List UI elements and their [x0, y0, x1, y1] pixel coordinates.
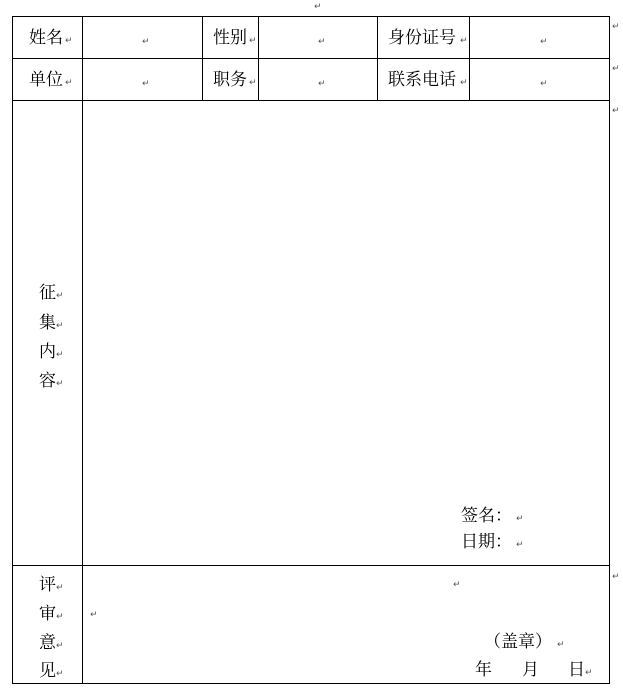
paragraph-mark: ↵ — [56, 669, 64, 679]
paragraph-mark: ↵ — [65, 36, 73, 46]
review-label-char: 评 — [39, 575, 56, 595]
paragraph-mark: ↵ — [56, 350, 64, 360]
paragraph-mark: ↵ — [56, 583, 64, 593]
paragraph-mark: ↵ — [249, 36, 257, 46]
col-divider-4 — [377, 16, 378, 100]
year-label: 年 — [475, 660, 492, 680]
paragraph-mark: ↵ — [56, 641, 64, 651]
paragraph-mark: ↵ — [142, 37, 150, 47]
paragraph-mark: ↵ — [540, 79, 548, 89]
paragraph-mark: ↵ — [460, 78, 468, 88]
unit-label: 单位 — [29, 70, 63, 90]
paragraph-mark: ↵ — [56, 321, 64, 331]
paragraph-mark: ↵ — [142, 79, 150, 89]
content-label-char: 容 — [39, 371, 56, 391]
paragraph-mark: ↵ — [314, 2, 322, 12]
review-label-char: 意 — [39, 633, 56, 653]
border-bottom — [12, 683, 610, 684]
phone-label: 联系电话 — [388, 70, 456, 90]
paragraph-mark: ↵ — [318, 79, 326, 89]
paragraph-mark: ↵ — [612, 64, 620, 74]
date-label: 日期： — [461, 532, 512, 552]
border-left — [12, 16, 13, 684]
id-number-label: 身份证号 — [388, 28, 456, 48]
paragraph-mark: ↵ — [453, 580, 461, 590]
position-label: 职务 — [213, 70, 247, 90]
paragraph-mark: ↵ — [516, 540, 524, 550]
paragraph-mark: ↵ — [56, 612, 64, 622]
paragraph-mark: ↵ — [90, 610, 98, 620]
paragraph-mark: ↵ — [460, 36, 468, 46]
content-label-char: 内 — [39, 342, 56, 362]
gender-label: 性别 — [213, 28, 247, 48]
content-label-char: 征 — [39, 283, 56, 303]
review-label-char: 审 — [39, 604, 56, 624]
paragraph-mark: ↵ — [557, 640, 565, 650]
paragraph-mark: ↵ — [612, 572, 620, 582]
month-label: 月 — [522, 660, 539, 680]
paragraph-mark: ↵ — [249, 78, 257, 88]
signature-label: 签名： — [461, 506, 512, 526]
paragraph-mark: ↵ — [612, 106, 620, 116]
col-divider-2 — [202, 16, 203, 100]
paragraph-mark: ↵ — [56, 291, 64, 301]
paragraph-mark: ↵ — [585, 668, 593, 678]
name-label: 姓名 — [29, 28, 63, 48]
paragraph-mark: ↵ — [65, 78, 73, 88]
day-label: 日 — [568, 660, 585, 680]
content-text-area[interactable] — [83, 101, 609, 565]
paragraph-mark: ↵ — [540, 37, 548, 47]
paragraph-mark: ↵ — [516, 514, 524, 524]
review-label-char: 见 — [39, 661, 56, 681]
border-right — [609, 16, 610, 684]
paragraph-mark: ↵ — [318, 37, 326, 47]
paragraph-mark: ↵ — [612, 22, 620, 32]
seal-label: （盖章） — [484, 632, 552, 652]
paragraph-mark: ↵ — [56, 379, 64, 389]
content-label-char: 集 — [39, 313, 56, 333]
